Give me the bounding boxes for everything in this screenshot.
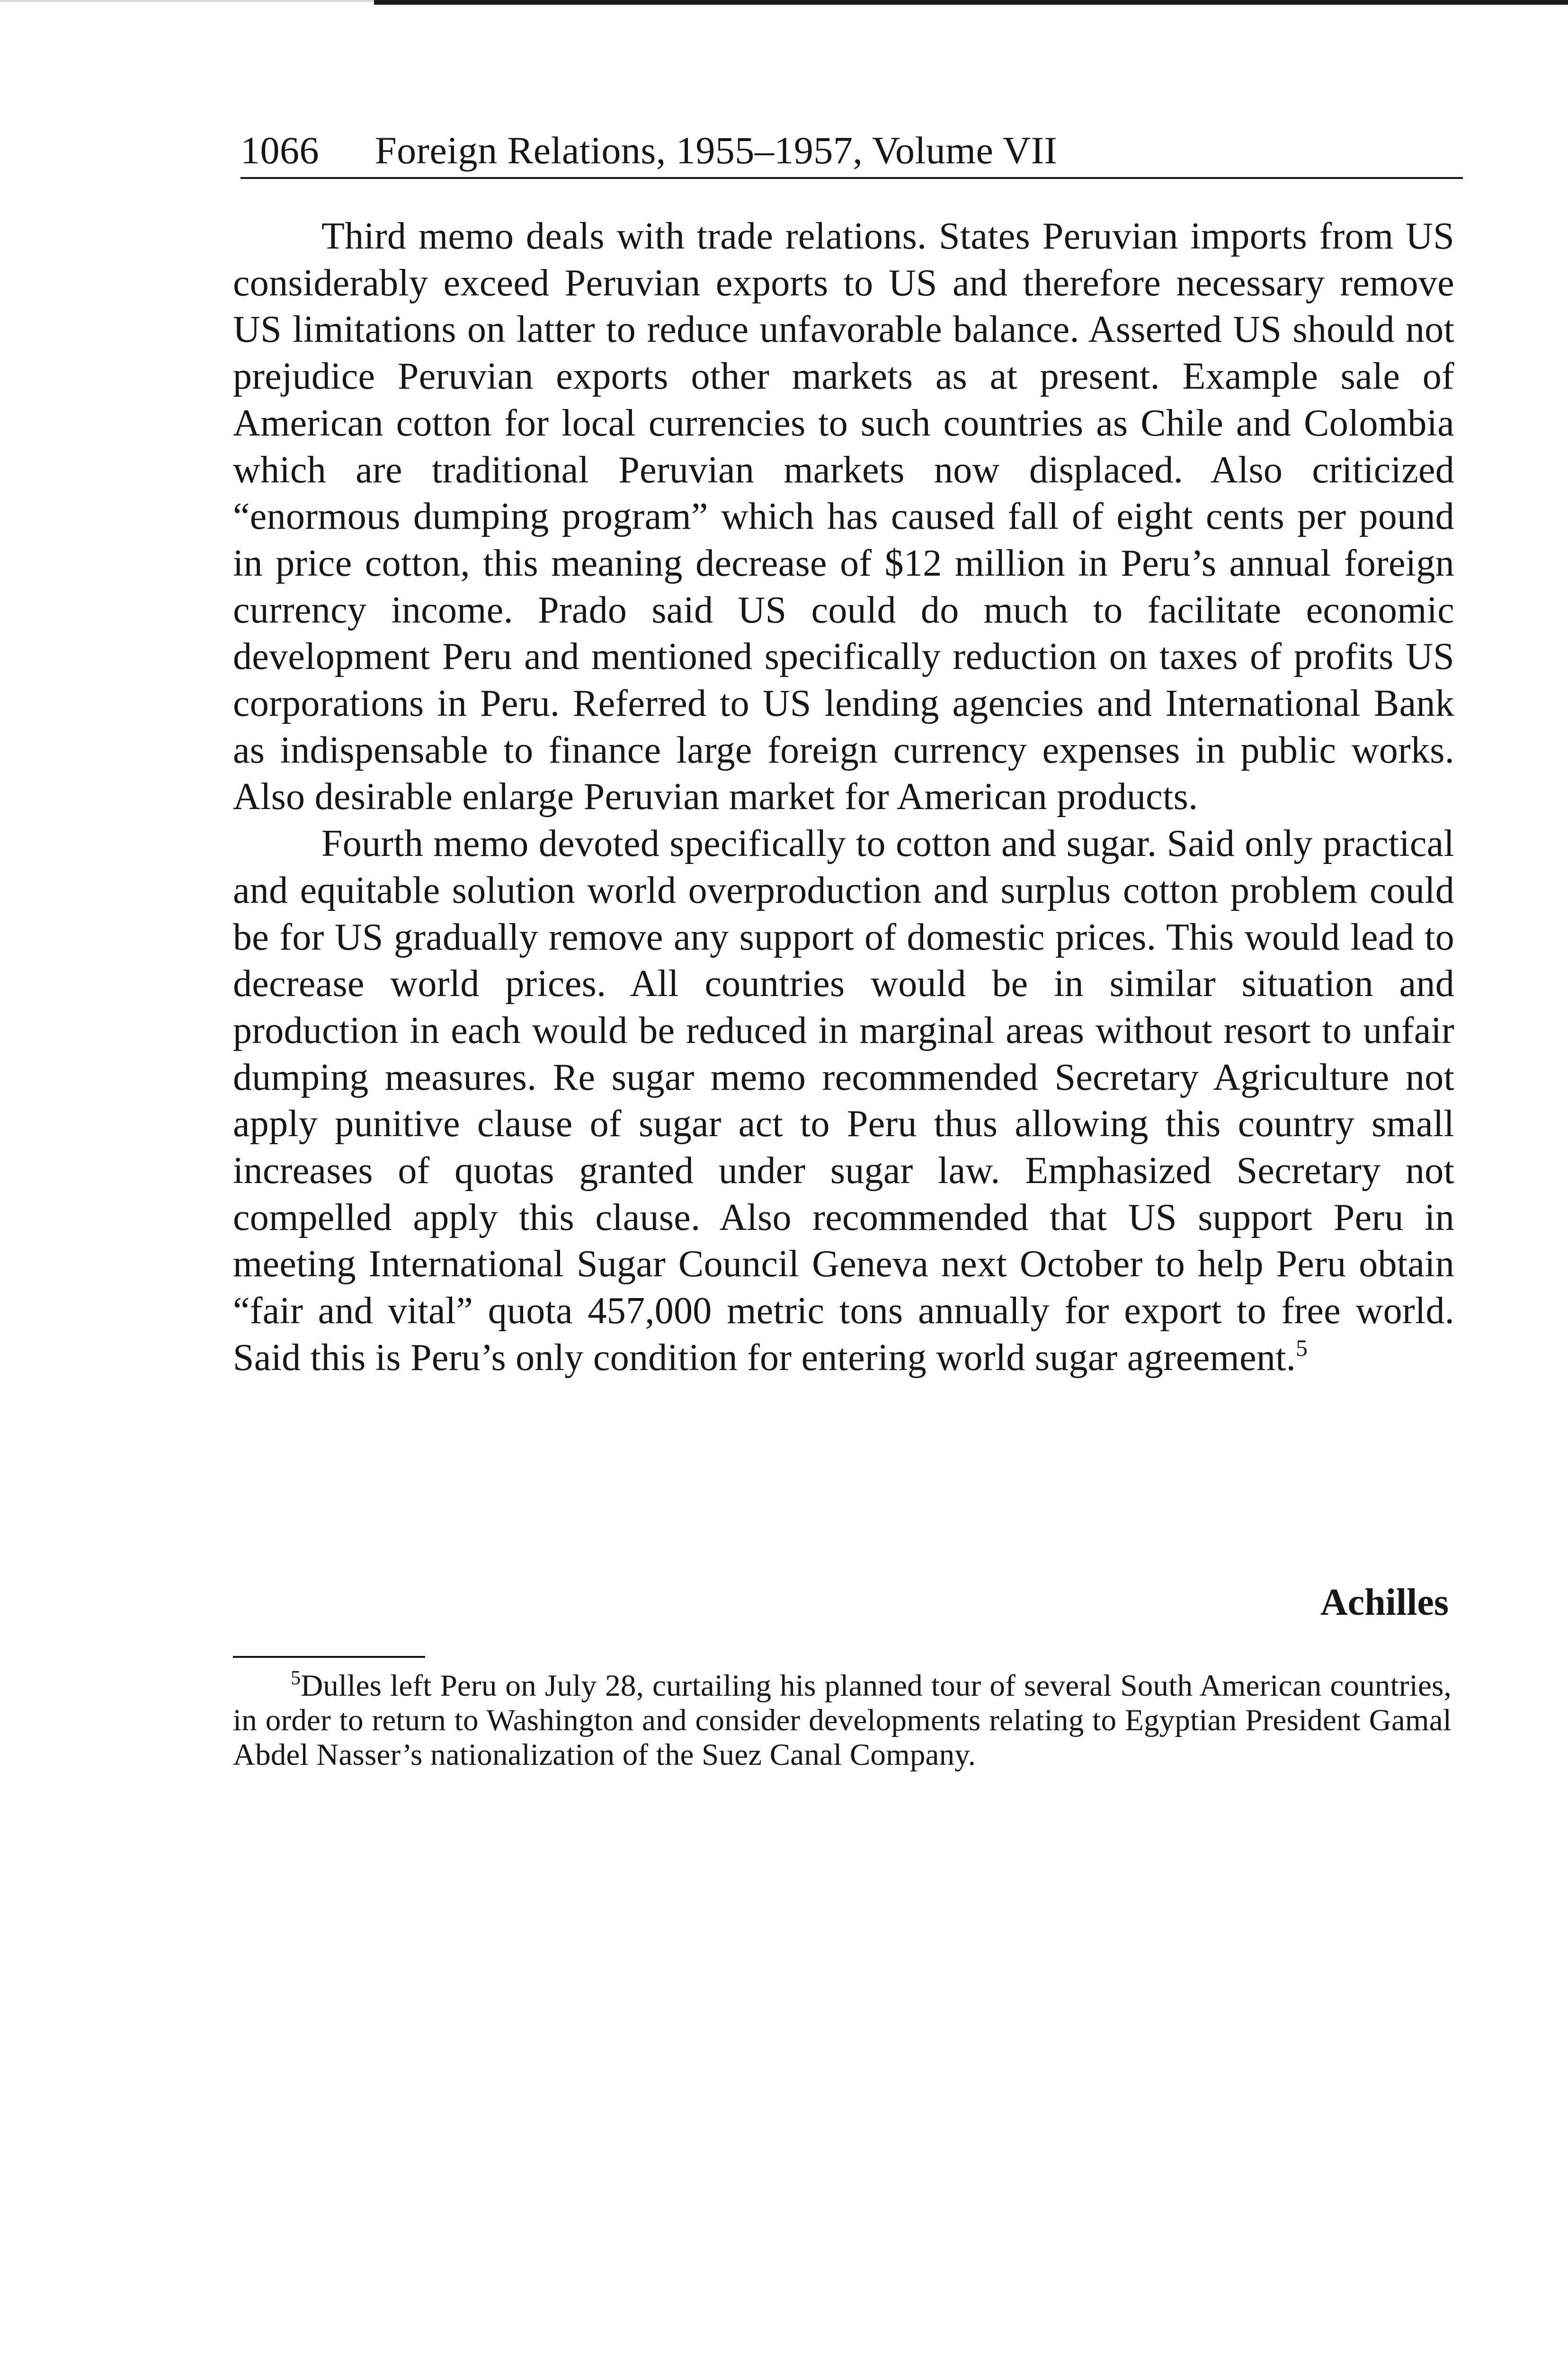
signature: Achilles bbox=[1320, 1582, 1449, 1623]
page-number: 1066 bbox=[241, 129, 319, 172]
footnote-divider bbox=[233, 1656, 425, 1658]
footnote-marker: 5 bbox=[291, 1667, 301, 1689]
footnote-reference: 5 bbox=[1296, 1334, 1308, 1361]
paragraph-third-memo bbox=[233, 213, 1454, 820]
paragraph-third-memo-text: Third memo deals with trade relations. States Peruvian imports from US considerably exceed Peruvian exports to US and therefore necessary remove US limitations on latter to reduce unfavorable balance. Asserted US should not prejudice Peruvian exports other markets as at present. Example sale of American cotton for local currencies to such countries as Chile and Colombia which are traditional Peruvian markets now displaced. Also criticized “enormous dumping program” which has caused fall of eight cents per pound in price cotton, this meaning decrease of $12 million in Peru’s annual foreign currency income. Prado said US could do much to facilitate economic development Peru and mentioned specifically reduction on taxes of profits US corporations in Peru. Referred to US lending agencies and International Bank as indispensable to finance large foreign currency expenses in public works. Also desirable enlarge Peruvian market for American products. bbox=[233, 215, 1454, 818]
paragraph-fourth-memo bbox=[233, 820, 1454, 1381]
scan-edge-light bbox=[0, 0, 374, 2]
running-header bbox=[241, 124, 1463, 179]
footnote-text: Dulles left Peru on July 28, curtailing his planned tour of several South American countries, in order to return to Washington and consider developments relating to Egyptian President Gamal Abdel Nasser’s nationalization of the Suez Canal Company. bbox=[233, 1669, 1452, 1772]
paragraph-fourth-memo-text: Fourth memo devoted specifically to cotton and sugar. Said only practical and equitable solution world overproduction and surplus cotton problem could be for US gradually remove any support of domestic prices. This would lead to decrease world prices. All countries would be in similar situation and production in each would be reduced in marginal areas without resort to unfair dumping measures. Re sugar memo recommended Secretary Agriculture not apply punitive clause of sugar act to Peru thus allowing this country small increases of quotas granted under sugar law. Emphasized Secretary not compelled apply this clause. Also recommended that US support Peru in meeting International Sugar Council Geneva next October to help Peru obtain “fair and vital” quota 457,000 metric tons annually for export to free world. Said this is Peru’s only condition for entering world sugar agreement. bbox=[233, 823, 1454, 1379]
document-body bbox=[233, 213, 1454, 1381]
footnote bbox=[233, 1669, 1452, 1772]
scan-edge-dark bbox=[374, 0, 1568, 5]
running-title: Foreign Relations, 1955–1957, Volume VII bbox=[375, 129, 1058, 172]
